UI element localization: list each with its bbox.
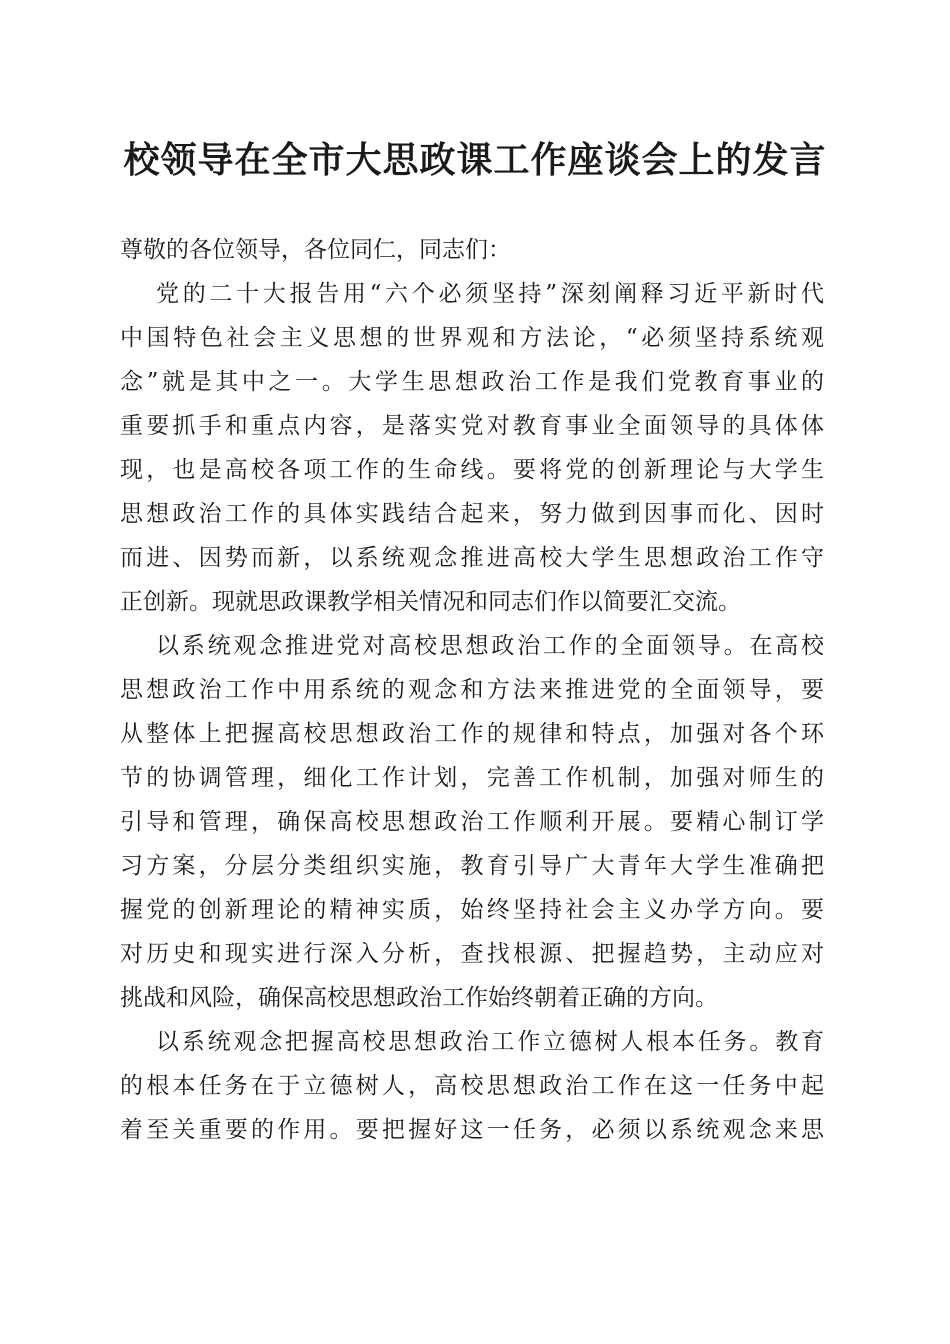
paragraph-line: 思想政治工作的具体实践结合起来，努力做到因事而化、因时	[120, 501, 824, 527]
paragraph-2	[120, 624, 824, 1020]
paragraph-line: 以系统观念把握高校思想政治工作立德树人根本任务。教育	[156, 1029, 824, 1055]
paragraph-line: 思想政治工作中用系统的观念和方法来推进党的全面领导，要	[120, 677, 824, 703]
document-title: 校领导在全市大思政课工作座谈会上的发言	[123, 139, 827, 181]
paragraph-line: 现，也是高校各项工作的生命线。要将党的创新理论与大学生	[120, 457, 824, 483]
paragraph-line: 的根本任务在于立德树人，高校思想政治工作在这一任务中起	[120, 1073, 824, 1099]
paragraph-line: 节的协调管理，细化工作计划，完善工作机制，加强对师生的	[120, 765, 824, 791]
paragraph-line: 着至关重要的作用。要把握好这一任务，必须以系统观念来思	[120, 1117, 824, 1143]
paragraph-line: 正创新。现就思政课教学相关情况和同志们作以简要汇交流。	[120, 589, 741, 615]
paragraph-line: 党的二十大报告用“六个必须坚持”深刻阐释习近平新时代	[156, 281, 824, 307]
paragraph-line: 握党的创新理论的精神实质，始终坚持社会主义办学方向。要	[120, 897, 824, 923]
paragraph-line: 对历史和现实进行深入分析，查找根源、把握趋势，主动应对	[120, 941, 824, 967]
paragraph-line: 念”就是其中之一。大学生思想政治工作是我们党教育事业的	[120, 369, 824, 395]
paragraph-line: 习方案，分层分类组织实施，教育引导广大青年大学生准确把	[120, 853, 824, 879]
paragraph-line: 挑战和风险，确保高校思想政治工作始终朝着正确的方向。	[120, 985, 718, 1011]
paragraph-line: 从整体上把握高校思想政治工作的规律和特点，加强对各个环	[120, 721, 824, 747]
paragraph-line: 引导和管理，确保高校思想政治工作顺利开展。要精心制订学	[120, 809, 824, 835]
paragraph-line: 中国特色社会主义思想的世界观和方法论，“必须坚持系统观	[120, 325, 824, 351]
paragraph-3	[120, 1020, 824, 1152]
greeting: 尊敬的各位领导，各位同仁，同志们：	[120, 237, 511, 263]
paragraph-line: 而进、因势而新，以系统观念推进高校大学生思想政治工作守	[120, 545, 824, 571]
paragraph-line: 重要抓手和重点内容，是落实党对教育事业全面领导的具体体	[120, 413, 824, 439]
document-body	[120, 228, 824, 1152]
paragraph-1	[120, 272, 824, 624]
paragraph-line: 以系统观念推进党对高校思想政治工作的全面领导。在高校	[156, 633, 824, 659]
